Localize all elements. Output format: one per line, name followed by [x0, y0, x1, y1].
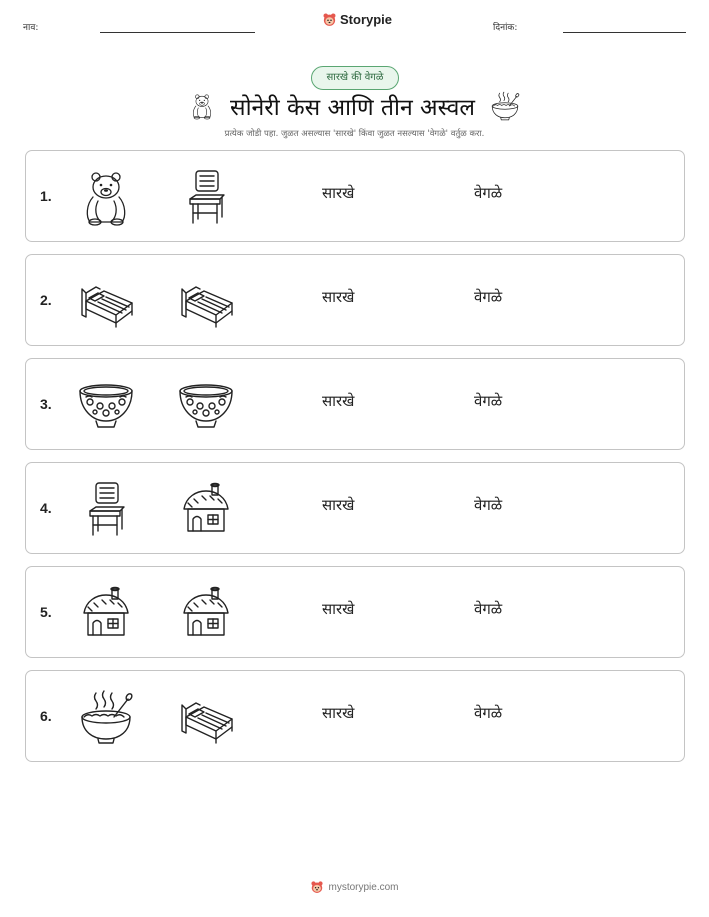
page-header — [0, 0, 709, 50]
question-number: 6. — [40, 708, 52, 724]
chair-icon — [76, 479, 136, 539]
chair-icon — [176, 167, 236, 227]
cottage-icon — [176, 479, 236, 539]
bed-icon — [176, 687, 236, 747]
storypie-mascot-icon — [310, 880, 324, 894]
different-option[interactable]: वेगळे — [474, 600, 503, 618]
footer-link[interactable]: mystorypie.com — [328, 881, 399, 893]
different-option[interactable]: वेगळे — [474, 704, 503, 722]
bear-icon — [76, 167, 136, 227]
question-number: 3. — [40, 396, 52, 412]
porridge-icon — [489, 90, 521, 122]
page-title: सोनेरी केस आणि तीन अस्वल — [230, 95, 475, 121]
same-option[interactable]: सारखे — [322, 496, 355, 514]
bear-icon — [188, 89, 216, 123]
name-field-line[interactable] — [100, 32, 255, 33]
same-option[interactable]: सारखे — [322, 288, 355, 306]
cottage-icon — [76, 583, 136, 643]
different-option[interactable]: वेगळे — [474, 392, 503, 410]
date-label: दिनांक: — [493, 23, 518, 33]
question-number: 2. — [40, 292, 52, 308]
different-option[interactable]: वेगळे — [474, 496, 503, 514]
cottage-icon — [176, 583, 236, 643]
same-option[interactable]: सारखे — [322, 392, 355, 410]
same-option[interactable]: सारखे — [322, 184, 355, 202]
bowl-icon — [76, 375, 136, 435]
question-row — [25, 150, 685, 242]
instructions: प्रत्येक जोडी पहा. जुळत असल्यास 'सारखे' किंवा जुळत नसल्यास 'वेगळे' वर्तुळ करा. — [224, 129, 485, 139]
date-field-line[interactable] — [563, 32, 686, 33]
name-label: नाव: — [23, 23, 39, 33]
bed-icon — [76, 271, 136, 331]
bed-icon — [176, 271, 236, 331]
brand-logo — [322, 12, 392, 27]
different-option[interactable]: वेगळे — [474, 184, 503, 202]
question-row — [25, 462, 685, 554]
porridge-icon — [76, 687, 136, 747]
same-option[interactable]: सारखे — [322, 600, 355, 618]
storypie-mascot-icon — [322, 12, 337, 27]
title-row — [0, 86, 709, 126]
bowl-icon — [176, 375, 236, 435]
question-number: 5. — [40, 604, 52, 620]
question-number: 4. — [40, 500, 52, 516]
question-row — [25, 254, 685, 346]
same-option[interactable]: सारखे — [322, 704, 355, 722]
different-option[interactable]: वेगळे — [474, 288, 503, 306]
question-row — [25, 566, 685, 658]
question-row — [25, 358, 685, 450]
brand-name: Storypie — [340, 12, 393, 27]
question-number: 1. — [40, 188, 52, 204]
page-footer — [0, 880, 709, 894]
question-row — [25, 670, 685, 762]
activity-type-badge: सारखे की वेगळे — [311, 66, 399, 90]
